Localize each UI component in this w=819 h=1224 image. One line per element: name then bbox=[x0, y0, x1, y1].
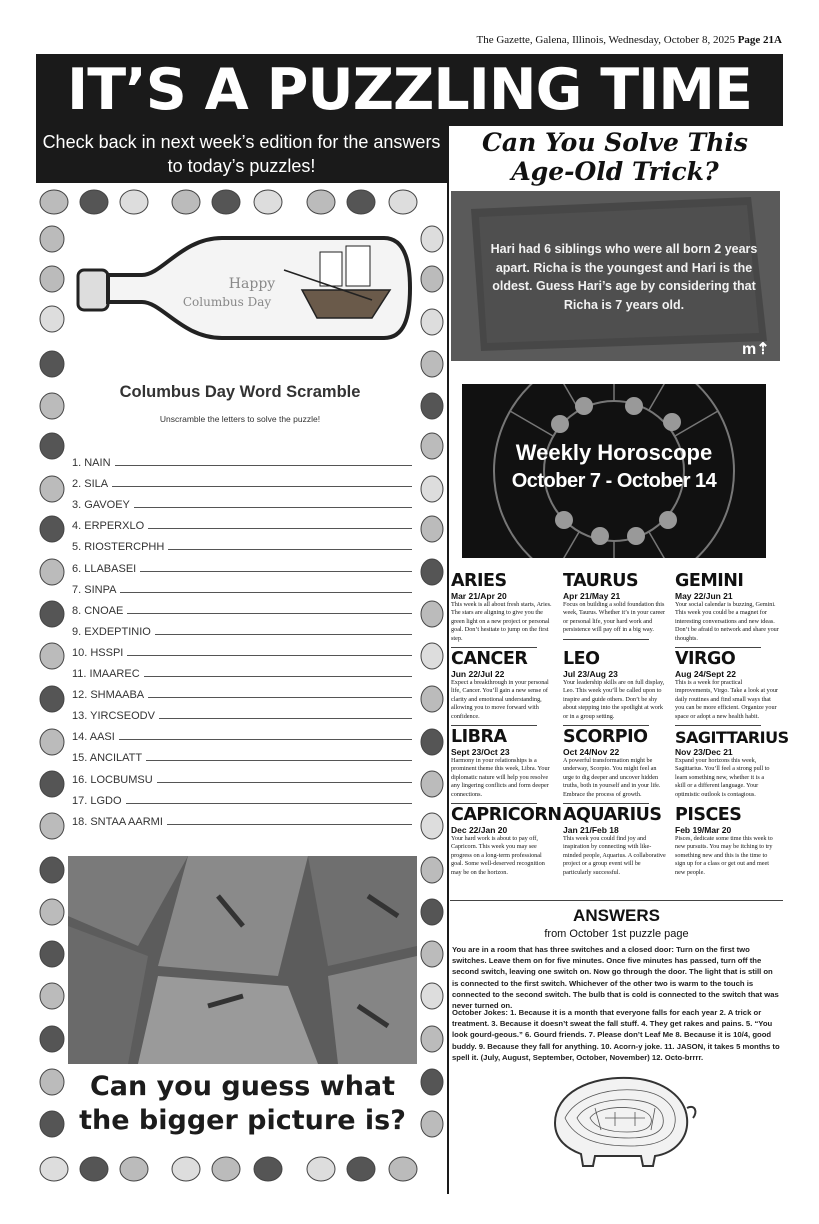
sign-scorpio bbox=[563, 728, 667, 804]
sign-text: This week is all about fresh starts, Aries. The stars are aligning to give you the green light on a new project or personal goal. Don’t hesitate to jump on the first step. bbox=[451, 601, 552, 642]
sign-dates: Mar 21/Apr 20 bbox=[451, 591, 507, 601]
divider bbox=[451, 803, 537, 804]
sign-dates: Dec 22/Jan 20 bbox=[451, 825, 508, 835]
answers-subtitle: from October 1st puzzle page bbox=[544, 928, 689, 940]
sign-aquarius bbox=[563, 806, 667, 877]
sign-capricorn bbox=[451, 805, 562, 877]
guess-line2: the bigger picture is? bbox=[79, 1105, 406, 1136]
intro-text: Check back in next week’s edition for the answers to today’s puzzles! bbox=[42, 132, 441, 176]
sign-name: VIRGO bbox=[675, 649, 736, 669]
guess-heading bbox=[68, 1070, 417, 1138]
divider bbox=[563, 803, 649, 804]
publisher-logo-icon: m⇡ bbox=[742, 341, 770, 358]
sign-text: This week you could find joy and inspiration by connecting with like-minded people, Aquarius. A collaborative project or a group event will be particularly successful. bbox=[563, 835, 666, 876]
answer-line bbox=[134, 507, 412, 508]
list-item: 8. CNOAE bbox=[72, 596, 412, 617]
sign-text: Harmony in your relationships is a prominent theme this week, Libra. Your diplomatic nature will help you resolve any lingering conflicts and form deeper connections. bbox=[451, 757, 550, 798]
list-item: 7. SINPA bbox=[72, 575, 412, 596]
sign-name: ARIES bbox=[451, 571, 507, 591]
answer-line bbox=[159, 718, 412, 719]
sign-dates: Nov 23/Dec 21 bbox=[675, 747, 733, 757]
answer-line bbox=[155, 634, 412, 635]
answers-paragraph-switches: You are in a room that has three switches and a closed door: Turn on the first two switches. Leave them on for five minutes. Once five minutes has passed, turn off the second switch, leaving one switch on. Now go through the door. The light that is still on is connected to the first switch. Whichever of the other two is warm to the touch is connected to the second switch. The bulb that is cold is connected to the switch that was never turned on. bbox=[452, 945, 779, 1011]
sign-virgo bbox=[675, 650, 779, 726]
sign-text: A powerful transformation might be underway, Scorpio. You might feel an urge to dig deeper and uncover hidden truths, both in yourself and in your life. Embrace the process of growth. bbox=[563, 757, 661, 798]
sign-text: Your hard work is about to pay off, Capricorn. This week you may see progress on a long-term professional goal. Some well-deserved recognition may be on the horizon. bbox=[451, 835, 545, 876]
sign-text: Expand your horizons this week, Sagittarius. You’ll feel a strong pull to learn something new, whether it is a skill or a different language. Your optimistic outlook is contagious. bbox=[675, 757, 770, 798]
list-item: 10. HSSPI bbox=[72, 638, 412, 659]
list-item: 13. YIRCSEODV bbox=[72, 701, 412, 722]
answers-title: ANSWERS bbox=[573, 906, 660, 925]
list-item: 11. IMAAREC bbox=[72, 659, 412, 680]
answer-line bbox=[127, 655, 412, 656]
sign-dates: Feb 19/Mar 20 bbox=[675, 825, 732, 835]
answer-line bbox=[127, 613, 412, 614]
bigger-picture-image bbox=[68, 856, 417, 1064]
sign-name: TAURUS bbox=[563, 571, 639, 591]
sign-text: Your leadership skills are on full display, Leo. This week you’ll be called upon to inspire and guide others. Don’t be shy about stepping into the spotlight at work or in a group setting. bbox=[563, 679, 665, 720]
page-folio bbox=[420, 34, 782, 46]
column-divider bbox=[447, 364, 449, 1194]
bat-icon bbox=[40, 1157, 417, 1181]
sign-name: CAPRICORN bbox=[451, 805, 562, 825]
divider bbox=[675, 647, 761, 648]
list-item: 14. AASI bbox=[72, 722, 412, 743]
sign-pisces bbox=[675, 806, 779, 877]
horoscope-title: Weekly Horoscope bbox=[515, 440, 713, 465]
guess-line1: Can you guess what bbox=[89, 1071, 396, 1102]
sign-name: GEMINI bbox=[675, 571, 744, 591]
sign-dates: Aug 24/Sept 22 bbox=[675, 669, 736, 679]
answer-line bbox=[120, 592, 412, 593]
sign-dates: Oct 24/Nov 22 bbox=[563, 747, 620, 757]
sign-text: Expect a breakthrough in your personal life, Cancer. You’ll gain a new sense of clarity and emotional understanding, allowing you to move forward with confidence. bbox=[451, 679, 549, 720]
list-item: 4. ERPERXLO bbox=[72, 511, 412, 532]
sign-text: Your social calendar is buzzing, Gemini. This week you could be a magnet for interesting conversations and new ideas. Don’t be afraid to network and share your thoughts. bbox=[675, 601, 779, 642]
sign-gemini bbox=[675, 572, 779, 648]
list-item: 16. LOCBUMSU bbox=[72, 764, 412, 785]
sign-name: PISCES bbox=[675, 805, 742, 825]
answer-line bbox=[168, 549, 412, 550]
ghost-icon bbox=[40, 226, 64, 1137]
sign-text: Pisces, dedicate some time this week to new pursuits. You may be itching to try something new and this is the time to sign up for a class or get out and meet new people. bbox=[675, 835, 773, 876]
answer-line bbox=[146, 760, 412, 761]
list-item: 2. SILA bbox=[72, 469, 412, 490]
answer-line bbox=[148, 697, 412, 698]
bottle-label-line1: Happy bbox=[228, 276, 276, 292]
list-item: 9. EXDEPTINIO bbox=[72, 617, 412, 638]
trick-text: Hari had 6 siblings who were all born 2 years apart. Richa is the youngest and Hari is the oldest. Guess Hari’s age by considering that Richa is 7 years old. bbox=[490, 242, 758, 312]
pumpkin-icon bbox=[40, 190, 417, 214]
sign-dates: Jan 21/Feb 18 bbox=[563, 825, 619, 835]
sign-name: LEO bbox=[563, 649, 600, 669]
banner-title: IT’S A PUZZLING TIME bbox=[67, 57, 752, 123]
sign-dates: Sept 23/Oct 23 bbox=[451, 747, 510, 757]
answers-divider bbox=[450, 900, 783, 901]
list-item: 5. RIOSTERCPHH bbox=[72, 532, 412, 553]
list-item: 6. LLABASEI bbox=[72, 553, 412, 574]
list-item: 18. SNTAA AARMI bbox=[72, 807, 412, 828]
list-item: 15. ANCILATT bbox=[72, 743, 412, 764]
list-item: 17. LGDO bbox=[72, 786, 412, 807]
answer-line bbox=[119, 739, 412, 740]
answer-line bbox=[167, 824, 412, 825]
sign-taurus bbox=[563, 572, 667, 640]
sign-dates: Apr 21/May 21 bbox=[563, 591, 621, 601]
divider bbox=[563, 725, 649, 726]
sign-name: SCORPIO bbox=[563, 727, 648, 747]
skull-icon bbox=[421, 226, 443, 1137]
divider bbox=[451, 725, 537, 726]
pig-maze-illustration bbox=[535, 1068, 700, 1168]
trick-title-line2: Age-Old Trick? bbox=[511, 157, 719, 186]
answer-line bbox=[157, 782, 412, 783]
trick-title-line1: Can You Solve This bbox=[482, 128, 748, 157]
divider bbox=[451, 647, 537, 648]
answer-line bbox=[144, 676, 412, 677]
sign-libra bbox=[451, 728, 555, 804]
page-number: Page 21A bbox=[737, 34, 782, 46]
sign-cancer bbox=[451, 650, 555, 726]
folio-text: The Gazette, Galena, Illinois, Wednesday, October 8, 2025 bbox=[476, 34, 735, 46]
sign-name: SAGITTARIUS bbox=[675, 728, 789, 747]
sign-dates: Jun 22/Jul 22 bbox=[451, 669, 505, 679]
sign-aries bbox=[451, 572, 555, 648]
sign-sagittarius bbox=[675, 728, 789, 799]
answer-line bbox=[148, 528, 412, 529]
sign-dates: Jul 23/Aug 23 bbox=[563, 669, 618, 679]
sign-leo bbox=[563, 650, 667, 726]
list-item: 3. GAVOEY bbox=[72, 490, 412, 511]
divider bbox=[563, 639, 649, 640]
trick-title bbox=[447, 128, 783, 186]
ship-in-bottle-illustration bbox=[72, 230, 412, 345]
word-scramble-subtitle: Unscramble the letters to solve the puzzle! bbox=[159, 414, 321, 424]
sign-name: AQUARIUS bbox=[563, 805, 662, 825]
list-item: 1. NAIN bbox=[72, 448, 412, 469]
bottle-label-line2: Columbus Day bbox=[182, 295, 272, 309]
word-scramble-title: Columbus Day Word Scramble bbox=[119, 383, 361, 401]
sign-dates: May 22/Jun 21 bbox=[675, 591, 733, 601]
answer-line bbox=[115, 465, 412, 466]
sign-name: CANCER bbox=[451, 649, 528, 669]
word-scramble-list bbox=[72, 448, 412, 828]
horoscope-dates: October 7 - October 14 bbox=[511, 470, 717, 492]
answer-line bbox=[112, 486, 412, 487]
divider bbox=[675, 725, 761, 726]
rock-texture-graphic bbox=[68, 856, 417, 1064]
answers-paragraph-jokes: October Jokes: 1. Because it is a month that everyone falls for each year 2. A trick or treatment. 3. Because it doesn’t sweat the fall stuff. 4. They get rakes and pains. 5. “You look gourd-geous.” 6. Gourd friends. 7. Please don’t Leaf Me 8. Because it is 10/4, good buddy. 9. Because they fall for anything. 10. Acorn-y joke. 11. JASON, it takes 5 months to spell it. (July, August, September, October, November) 12. Octo-brrrr. bbox=[452, 1008, 780, 1062]
sign-text: Focus on building a solid foundation this week, Taurus. Whether it’s in your career or personal life, your hard work and persistence will pay off in a big way. bbox=[563, 601, 666, 634]
sign-text: This is a week for practical improvements, Virgo. Take a look at your daily routines and find small ways that you can be more efficient. Organize your space or adopt a new health habit. bbox=[675, 679, 778, 720]
answer-line bbox=[126, 803, 412, 804]
answer-line bbox=[140, 571, 412, 572]
sign-name: LIBRA bbox=[451, 727, 507, 747]
list-item: 12. SHMAABA bbox=[72, 680, 412, 701]
